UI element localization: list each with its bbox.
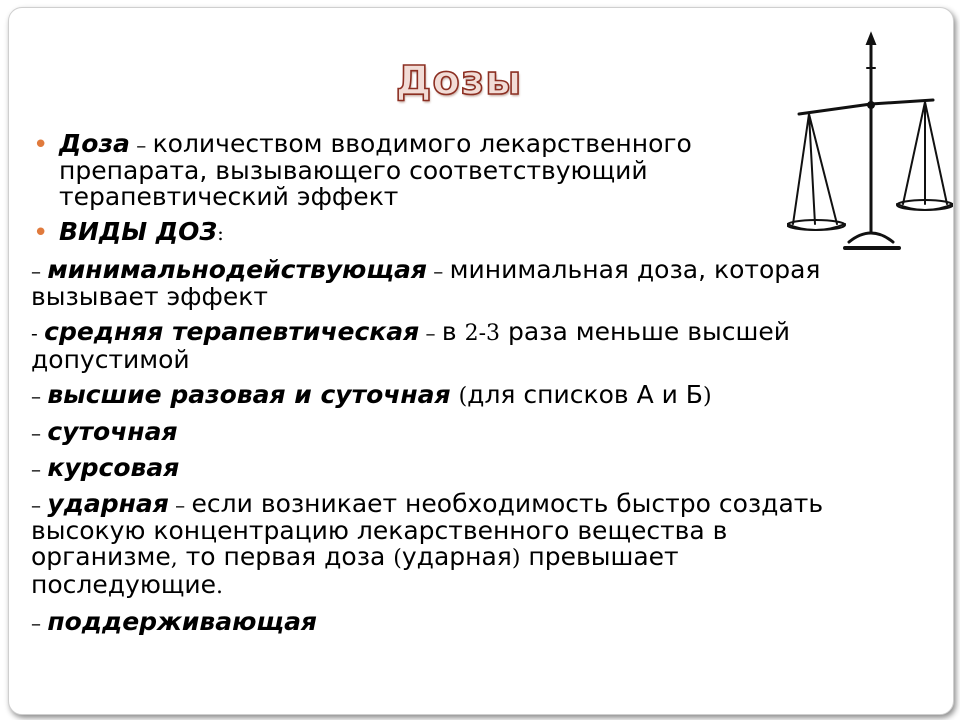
bullet-icon: • — [33, 130, 49, 160]
list-dash: – — [31, 611, 48, 635]
term-dose-types: ВИДЫ ДОЗ — [59, 217, 218, 246]
list-dash: – — [31, 259, 48, 283]
dose-type-term: средняя терапевтическая — [44, 317, 420, 346]
paren: ) — [702, 384, 712, 409]
dose-type-text: раза меньше высшей допустимой — [31, 317, 790, 374]
dose-type-text: минимальная доза, которая вызывает эффект — [31, 255, 821, 311]
bullet-dose-types — [31, 219, 871, 246]
dose-type-daily — [31, 419, 871, 446]
dose-type-term: курсовая — [47, 453, 180, 482]
separator — [451, 380, 459, 409]
dose-type-highest — [31, 382, 871, 410]
dose-type-course — [31, 455, 871, 482]
dose-type-term: суточная — [47, 417, 178, 446]
paren: ( — [458, 384, 468, 409]
dose-type-text: то первая доза — [177, 542, 394, 571]
dose-type-maintenance — [31, 609, 871, 636]
dose-type-text: превышает последующие — [31, 542, 679, 599]
definition-text: количеством вводимого лекарственного препарата, вызывающего соответствующий терапевтический эффект — [59, 129, 692, 211]
slide-title: Дозы — [395, 58, 523, 104]
dose-type-text: для списков А и Б — [467, 380, 703, 409]
dose-type-term: ударная — [47, 489, 169, 518]
dose-type-number: 2-3 — [464, 321, 501, 346]
bullet-icon: • — [33, 218, 49, 248]
separator: : — [217, 221, 224, 245]
paren: ( — [393, 546, 402, 571]
slide — [8, 7, 954, 715]
punctuation: , — [170, 546, 178, 571]
punctuation: . — [216, 574, 224, 599]
dose-type-term: высшие разовая и суточная — [47, 380, 451, 409]
list-dash: - — [31, 321, 45, 345]
separator: – — [129, 133, 153, 157]
dose-type-minimal — [31, 257, 871, 310]
dose-type-term: поддерживающая — [47, 607, 317, 636]
dose-type-text: если возникает необходимость быстро создать высокую концентрацию лекарственного вещества в организме — [31, 489, 824, 571]
dose-type-text: в — [441, 317, 465, 346]
list-dash: – — [31, 457, 48, 481]
list-dash: – — [31, 421, 48, 445]
list-dash: – — [31, 384, 48, 408]
dose-type-average — [31, 319, 871, 373]
term-dose: Доза — [59, 129, 130, 158]
dose-type-loading — [31, 491, 871, 600]
bullet-dose-definition — [31, 131, 819, 210]
dose-type-text: ударная — [401, 542, 512, 571]
dose-type-term: минимальнодействующая — [47, 255, 427, 284]
slide-content — [31, 121, 871, 636]
separator: – — [426, 259, 450, 283]
separator: – — [168, 493, 192, 517]
list-dash: – — [31, 493, 48, 517]
separator: – — [419, 321, 442, 345]
paren: ) — [511, 546, 521, 571]
